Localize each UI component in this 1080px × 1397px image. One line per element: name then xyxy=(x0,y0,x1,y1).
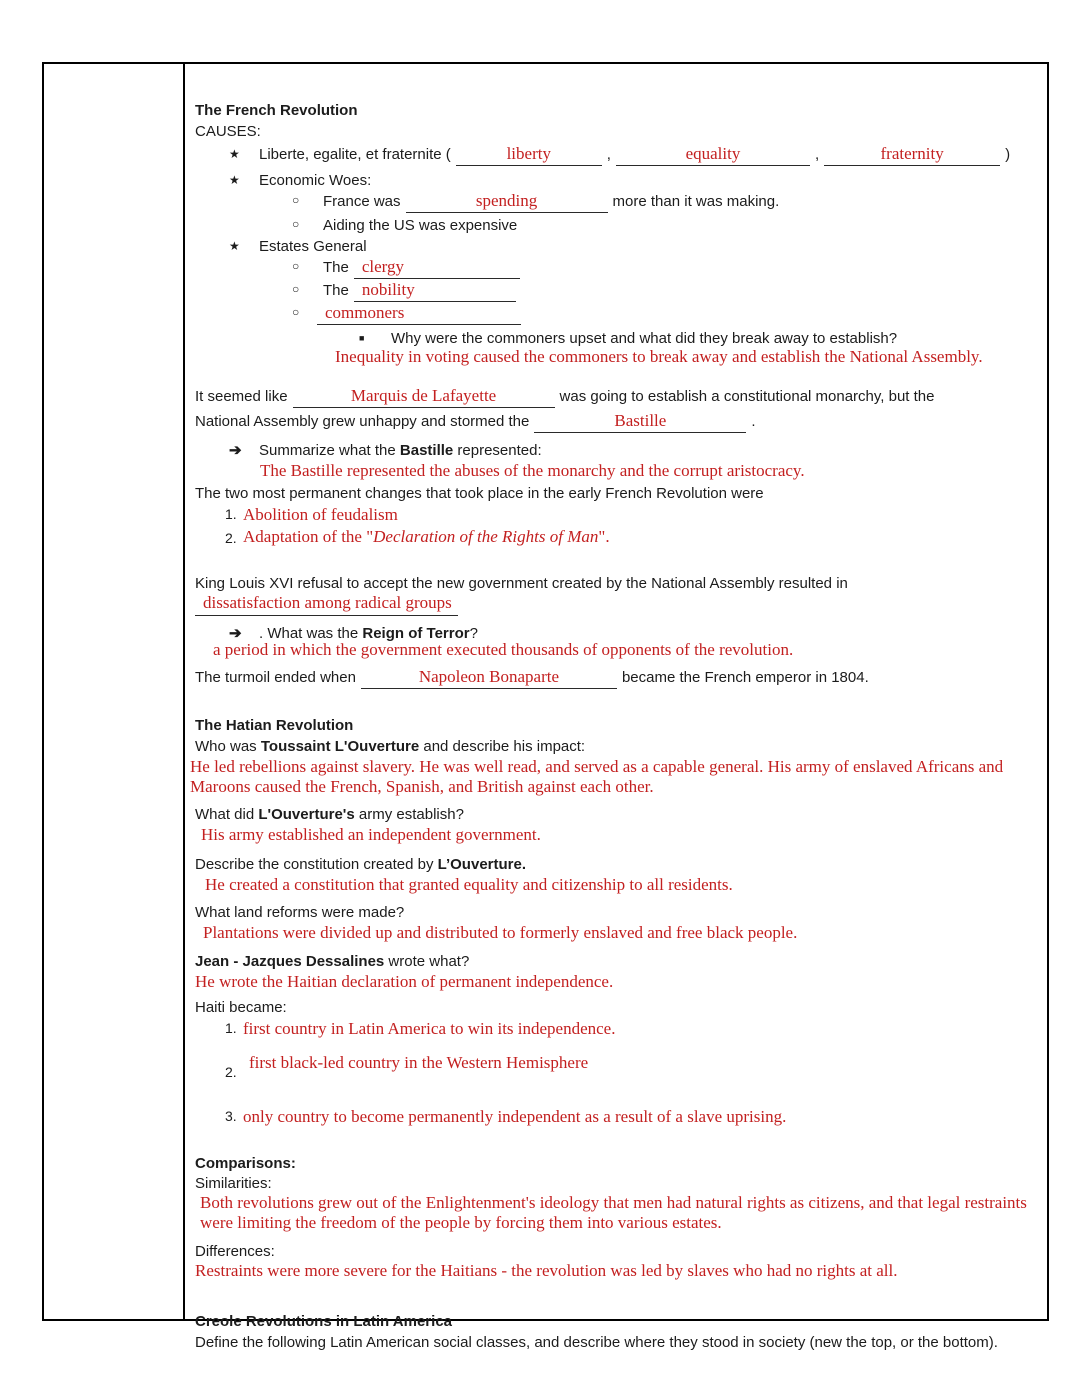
louis-answer: dissatisfaction among radical groups xyxy=(203,593,452,612)
bullet-estate-nobility xyxy=(195,280,1039,303)
answer-nobility: nobility xyxy=(361,280,415,299)
blank-commoners xyxy=(317,303,521,325)
haiti-q2-bold: L'Ouverture's xyxy=(258,806,355,823)
change-2-post: ". xyxy=(598,527,610,546)
haiti-became-1-answer: first country in Latin America to win its independence. xyxy=(243,1019,616,1038)
louis-line: King Louis XVI refusal to accept the new government created by the National Assembly resulted in xyxy=(195,575,848,592)
haiti-q3 xyxy=(195,854,1039,875)
blank-lafayette xyxy=(293,386,555,408)
answer-equality: equality xyxy=(685,144,741,163)
blank-fraternity xyxy=(824,144,1000,166)
comma: , xyxy=(814,146,820,163)
stormed-line xyxy=(195,411,1039,436)
bastille-q-post: represented: xyxy=(453,442,542,459)
bastille-q-bold: Bastille xyxy=(399,442,454,459)
star-bullet-icon: ★ xyxy=(229,239,240,253)
blank-bastille xyxy=(534,411,746,433)
seemed-post: was going to establish a constitutional monarchy, but the xyxy=(559,388,935,405)
haiti-q2-pre: What did xyxy=(195,806,259,823)
haiti-became-item-3 xyxy=(195,1106,1039,1128)
arrow-icon: ➔ xyxy=(229,625,242,642)
answer-liberty: liberty xyxy=(506,144,551,163)
circle-bullet-icon: ○ xyxy=(292,259,300,273)
table-left-column xyxy=(44,64,185,1319)
louis-answer-underline xyxy=(195,613,458,616)
haiti-q4: What land reforms were made? xyxy=(195,904,405,921)
haiti-q5 xyxy=(195,951,1039,972)
star-bullet-icon: ★ xyxy=(229,173,240,187)
section-title-comparisons: Comparisons: xyxy=(195,1155,296,1172)
bastille-answer: The Bastille represented the abuses of the monarchy and the corrupt aristocracy. xyxy=(260,461,805,480)
change-2-italic: Declaration of the Rights of Man xyxy=(373,527,599,546)
bullet-economic-woes xyxy=(195,170,1039,191)
causes-label: CAUSES: xyxy=(195,123,261,140)
terror-q-post: ? xyxy=(469,625,478,642)
circle-bullet-icon: ○ xyxy=(292,193,300,207)
bullet-commoners-question xyxy=(195,328,1039,349)
haiti-q5-post: wrote what? xyxy=(384,953,470,970)
terror-q-pre: . What was the xyxy=(259,625,363,642)
france-was-pre: France was xyxy=(323,193,401,210)
bullet-aiding-us xyxy=(195,215,1039,236)
section-title-french-revolution: The French Revolution xyxy=(195,102,358,119)
haiti-became-label: Haiti became: xyxy=(195,999,287,1016)
answer-clergy: clergy xyxy=(361,257,405,276)
list-number: 3. xyxy=(225,1108,237,1124)
terror-answer: a period in which the government executed thousands of opponents of the revolution. xyxy=(213,640,794,659)
haiti-q1-bold: Toussaint L'Ouverture xyxy=(260,738,420,755)
change-item-1 xyxy=(195,504,1039,526)
bastille-q-pre: Summarize what the xyxy=(259,442,400,459)
answer-commoners: commoners xyxy=(325,303,405,322)
comma: , xyxy=(606,146,611,163)
change-2-pre: Adaptation of the " xyxy=(243,527,374,546)
haiti-q3-pre: Describe the constitution created by xyxy=(195,856,438,873)
turmoil-pre: The turmoil ended when xyxy=(195,669,356,686)
circle-bullet-icon: ○ xyxy=(292,305,300,319)
haiti-q5-bold: Jean - Jazques Dessalines xyxy=(195,953,385,970)
estates-general-label: Estates General xyxy=(259,238,367,255)
turmoil-line xyxy=(195,667,1039,694)
creole-intro: Define the following Latin American social classes, and describe where they stood in society (new the top, or the bottom). xyxy=(195,1334,998,1351)
list-number: 1. xyxy=(225,1020,237,1036)
haiti-a5: He wrote the Haitian declaration of permanent independence. xyxy=(195,972,614,991)
list-number: 2. xyxy=(225,530,237,546)
list-number: 1. xyxy=(225,506,237,522)
haiti-a1: He led rebellions against slavery. He was well read, and served as a capable general. His army of enslaved Africans and Maroons caused the French, Spanish, and British against each other. xyxy=(190,757,1004,796)
section-title-creole: Creole Revolutions in Latin America xyxy=(195,1313,452,1330)
bullet-estate-clergy xyxy=(195,257,1039,280)
haiti-became-3-answer: only country to become permanently independent as a result of a slave uprising. xyxy=(243,1107,787,1126)
answer-fraternity: fraternity xyxy=(880,144,944,163)
circle-bullet-icon: ○ xyxy=(292,217,300,231)
estate-pre: The xyxy=(323,259,349,276)
seemed-like-line xyxy=(195,386,1039,411)
commoners-question: Why were the commoners upset and what did they break away to establish? xyxy=(391,330,898,347)
bullet-estates-general xyxy=(195,236,1039,257)
change-item-2 xyxy=(195,526,1039,550)
haiti-q1-pre: Who was xyxy=(195,738,261,755)
haiti-q2 xyxy=(195,804,1039,825)
haiti-q1 xyxy=(195,736,1039,757)
blank-equality xyxy=(616,144,810,166)
bastille-question-row xyxy=(195,440,1039,461)
worksheet-table xyxy=(42,62,1049,1351)
stormed-pre: National Assembly grew unhappy and stormed the xyxy=(195,413,530,430)
haiti-q3-bold: L’Ouverture xyxy=(437,856,522,873)
answer-bastille: Bastille xyxy=(614,411,667,430)
haiti-became-item-1 xyxy=(195,1018,1039,1040)
haiti-became-item-2 xyxy=(195,1053,1039,1084)
arrow-icon: ➔ xyxy=(229,442,242,459)
haiti-a4: Plantations were divided up and distributed to formerly enslaved and free black people. xyxy=(203,923,798,942)
seemed-pre: It seemed like xyxy=(195,388,288,405)
turmoil-post: became the French emperor in 1804. xyxy=(621,669,869,686)
differences-label: Differences: xyxy=(195,1243,275,1260)
haiti-became-2-answer: first black-led country in the Western Hemisphere xyxy=(249,1053,589,1072)
change-1-answer: Abolition of feudalism xyxy=(243,505,398,524)
commoners-answer: Inequality in voting caused the commoners to break away and establish the National Assembly. xyxy=(335,347,983,366)
liberte-pre: Liberte, egalite, et fraternite ( xyxy=(259,146,451,163)
close-paren: ) xyxy=(1005,146,1011,163)
blank-clergy xyxy=(354,257,520,279)
bullet-estate-commoners xyxy=(195,303,1039,326)
answer-spending: spending xyxy=(475,191,538,210)
haiti-q2-post: army establish? xyxy=(354,806,464,823)
circle-bullet-icon: ○ xyxy=(292,282,300,296)
aiding-us-label: Aiding the US was expensive xyxy=(323,217,518,234)
answer-napoleon: Napoleon Bonaparte xyxy=(418,667,560,686)
differences-answer: Restraints were more severe for the Haitians - the revolution was led by slaves who had no rights at all. xyxy=(195,1261,898,1280)
haiti-q1-post: and describe his impact: xyxy=(419,738,586,755)
answer-lafayette: Marquis de Lafayette xyxy=(350,386,497,405)
blank-spending xyxy=(406,191,608,213)
terror-question-row xyxy=(195,624,1039,643)
section-title-haitian-revolution: The Hatian Revolution xyxy=(195,717,354,734)
similarities-answer: Both revolutions grew out of the Enlightenment's ideology that men had natural rights as citizens, and that legal restraints were limiting the freedom of the people by forcing them into various estates. xyxy=(200,1193,1027,1232)
blank-liberty xyxy=(456,144,602,166)
list-number: 2. xyxy=(225,1064,237,1080)
table-content-column xyxy=(187,64,1047,1351)
bullet-france-was xyxy=(195,191,1039,215)
haiti-q3-post: . xyxy=(521,856,527,873)
stormed-post: . xyxy=(751,413,756,430)
blank-nobility xyxy=(354,280,516,302)
estate-pre: The xyxy=(323,282,349,299)
haiti-a2: His army established an independent government. xyxy=(201,825,541,844)
terror-q-bold: Reign of Terror xyxy=(362,625,470,642)
france-was-post: more than it was making. xyxy=(612,193,780,210)
similarities-label: Similarities: xyxy=(195,1175,272,1192)
square-bullet-icon: ■ xyxy=(359,333,365,343)
economic-woes-label: Economic Woes: xyxy=(259,172,372,189)
blank-napoleon xyxy=(361,667,617,689)
star-bullet-icon: ★ xyxy=(229,147,240,161)
changes-intro: The two most permanent changes that took place in the early French Revolution were xyxy=(195,485,764,502)
bullet-liberte xyxy=(195,144,1039,170)
haiti-a3: He created a constitution that granted equality and citizenship to all residents. xyxy=(205,875,733,894)
